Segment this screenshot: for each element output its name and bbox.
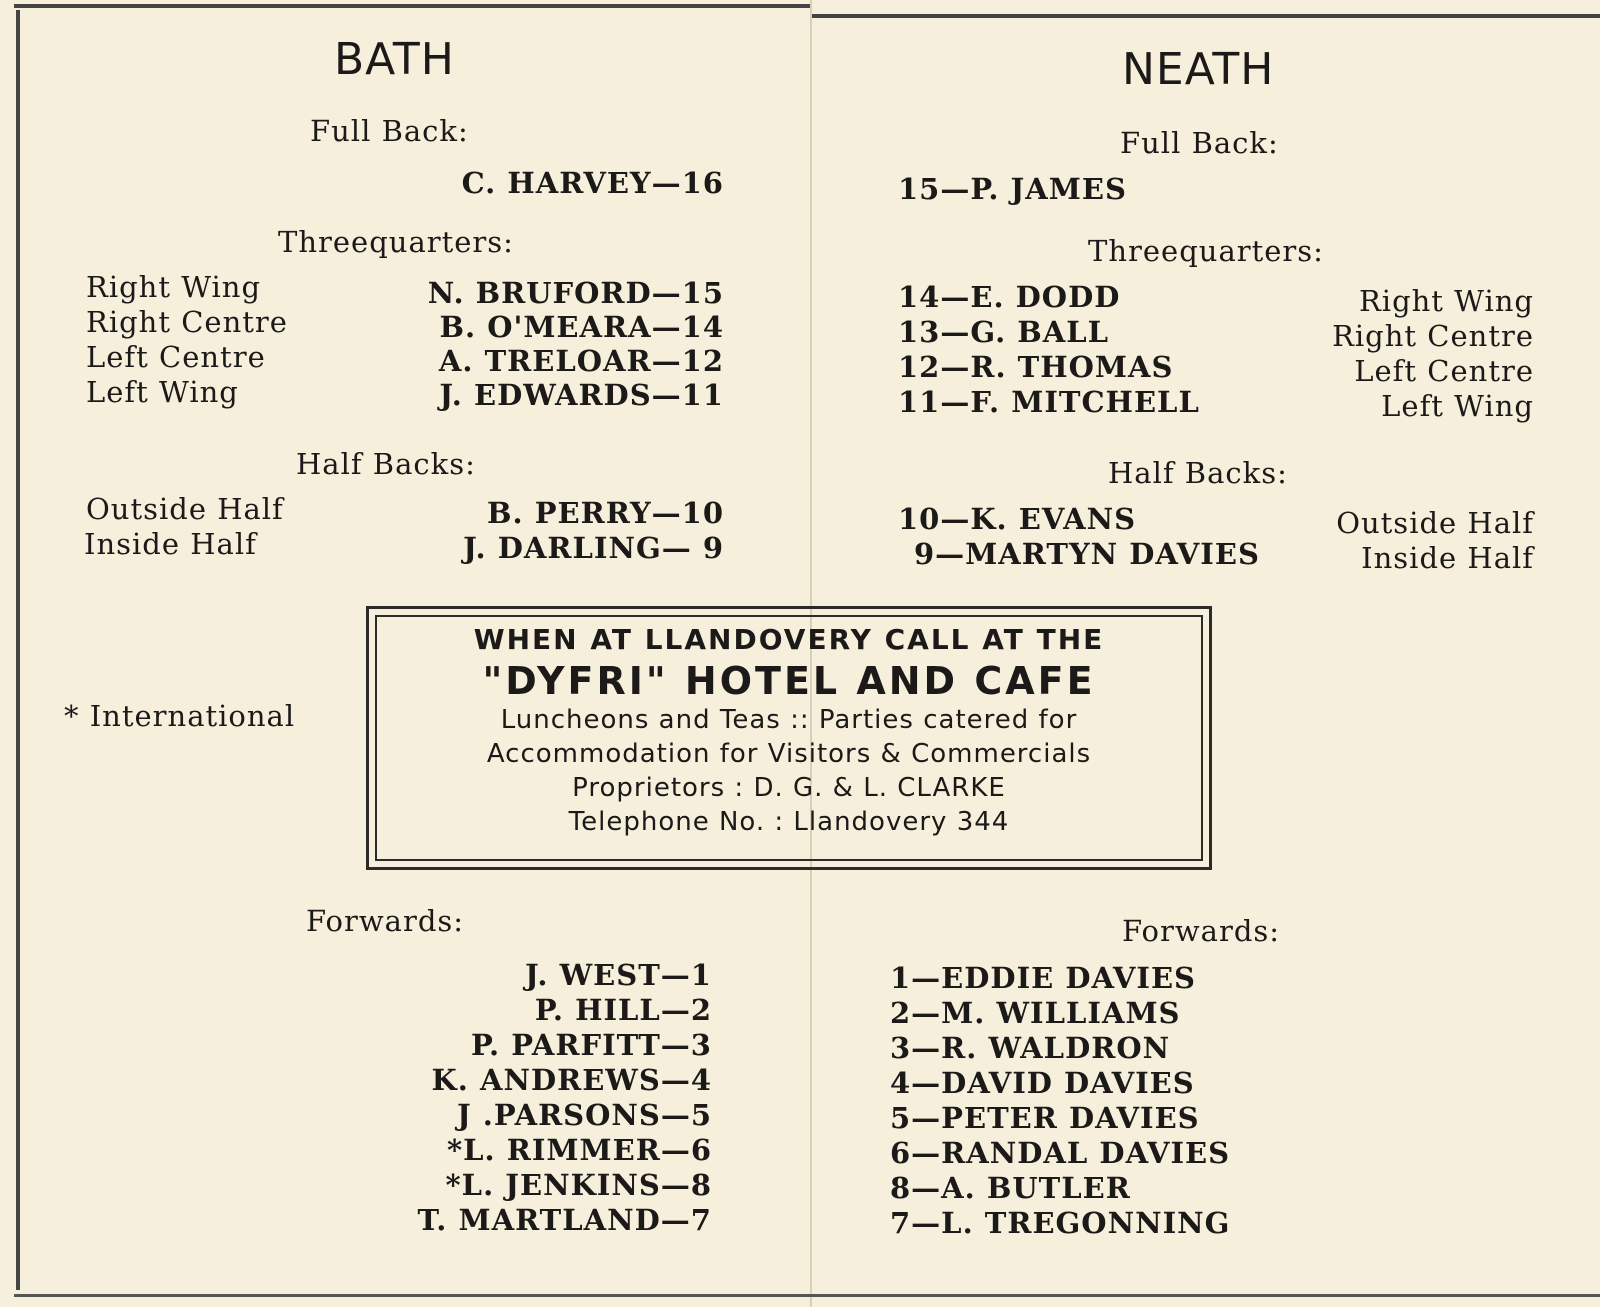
neath-forward: 7—L. TREGONNING <box>890 1206 1231 1240</box>
bath-full-back-heading: Full Back: <box>310 114 469 148</box>
bath-full-back-player: C. HARVEY—16 <box>461 166 724 200</box>
neath-forwards-heading: Forwards: <box>1122 914 1281 948</box>
neath-threequarters-heading: Threequarters: <box>1088 234 1324 268</box>
neath-player: 11—F. MITCHELL <box>898 385 1200 419</box>
neath-player: 10—K. EVANS <box>898 502 1137 536</box>
left-rule <box>16 10 20 1290</box>
bath-forward: J. WEST—1 <box>524 958 712 992</box>
neath-title: NEATH <box>1122 44 1275 95</box>
bath-player: N. BRUFORD—15 <box>427 276 724 310</box>
bath-player: J. DARLING— 9 <box>463 531 724 565</box>
neath-position-label: Inside Half <box>1361 541 1534 575</box>
bath-forward: J .PARSONS—5 <box>456 1098 712 1132</box>
neath-full-back-player: 15—P. JAMES <box>898 172 1127 206</box>
top-rule-left <box>14 4 810 8</box>
international-note: * International <box>64 699 296 733</box>
neath-position-label: Right Wing <box>1358 284 1534 318</box>
bath-threequarters-heading: Threequarters: <box>278 225 514 259</box>
advert-line-luncheons: Luncheons and Teas :: Parties catered for <box>500 705 1078 735</box>
bath-forward: *L. JENKINS—8 <box>445 1168 712 1202</box>
bath-forward: P. HILL—2 <box>534 993 712 1027</box>
neath-forward: 8—A. BUTLER <box>890 1171 1131 1205</box>
bath-player: A. TRELOAR—12 <box>438 344 724 378</box>
neath-forward: 5—PETER DAVIES <box>890 1101 1200 1135</box>
bath-forward: T. MARTLAND—7 <box>417 1203 712 1237</box>
advert-line-call: WHEN AT LLANDOVERY CALL AT THE <box>473 623 1105 656</box>
neath-position-label: Outside Half <box>1336 506 1534 540</box>
advert-line-telephone: Telephone No. : Llandovery 344 <box>568 807 1010 837</box>
neath-player: 12—R. THOMAS <box>898 350 1174 384</box>
neath-forward: 3—R. WALDRON <box>890 1031 1171 1065</box>
bath-forward: P. PARFITT—3 <box>471 1028 712 1062</box>
hotel-advert <box>366 606 1212 870</box>
bath-player: J. EDWARDS—11 <box>439 378 724 412</box>
neath-full-back-heading: Full Back: <box>1120 126 1279 160</box>
bath-player: B. O'MEARA—14 <box>439 310 724 344</box>
bath-title: BATH <box>334 34 455 85</box>
bath-position-label: Outside Half <box>86 492 284 526</box>
neath-player: 9—MARTYN DAVIES <box>914 537 1260 571</box>
bath-position-label: Left Centre <box>86 340 266 374</box>
bath-forward: K. ANDREWS—4 <box>431 1063 712 1097</box>
advert-line-accommodation: Accommodation for Visitors & Commercials <box>486 739 1092 769</box>
bottom-rule <box>14 1294 1600 1297</box>
neath-player: 14—E. DODD <box>898 280 1121 314</box>
advert-hotel-name: "DYFRI" HOTEL AND CAFE <box>482 659 1096 703</box>
advert-line-proprietors: Proprietors : D. G. & L. CLARKE <box>572 773 1006 803</box>
neath-forward: 4—DAVID DAVIES <box>890 1066 1195 1100</box>
bath-position-label: Right Wing <box>86 270 262 304</box>
top-rule-right <box>812 14 1600 18</box>
bath-position-label: Right Centre <box>86 305 288 339</box>
bath-forwards-heading: Forwards: <box>306 904 465 938</box>
bath-position-label: Left Wing <box>86 375 239 409</box>
neath-forward: 6—RANDAL DAVIES <box>890 1136 1231 1170</box>
bath-position-label: Inside Half <box>84 527 257 561</box>
neath-position-label: Left Wing <box>1381 389 1534 423</box>
neath-half-backs-heading: Half Backs: <box>1108 456 1288 490</box>
bath-forward: *L. RIMMER—6 <box>447 1133 712 1167</box>
neath-forward: 2—M. WILLIAMS <box>890 996 1181 1030</box>
bath-player: B. PERRY—10 <box>487 496 724 530</box>
neath-position-label: Right Centre <box>1332 319 1534 353</box>
bath-half-backs-heading: Half Backs: <box>296 447 476 481</box>
neath-position-label: Left Centre <box>1354 354 1534 388</box>
neath-player: 13—G. BALL <box>898 315 1110 349</box>
neath-forward: 1—EDDIE DAVIES <box>890 961 1196 995</box>
